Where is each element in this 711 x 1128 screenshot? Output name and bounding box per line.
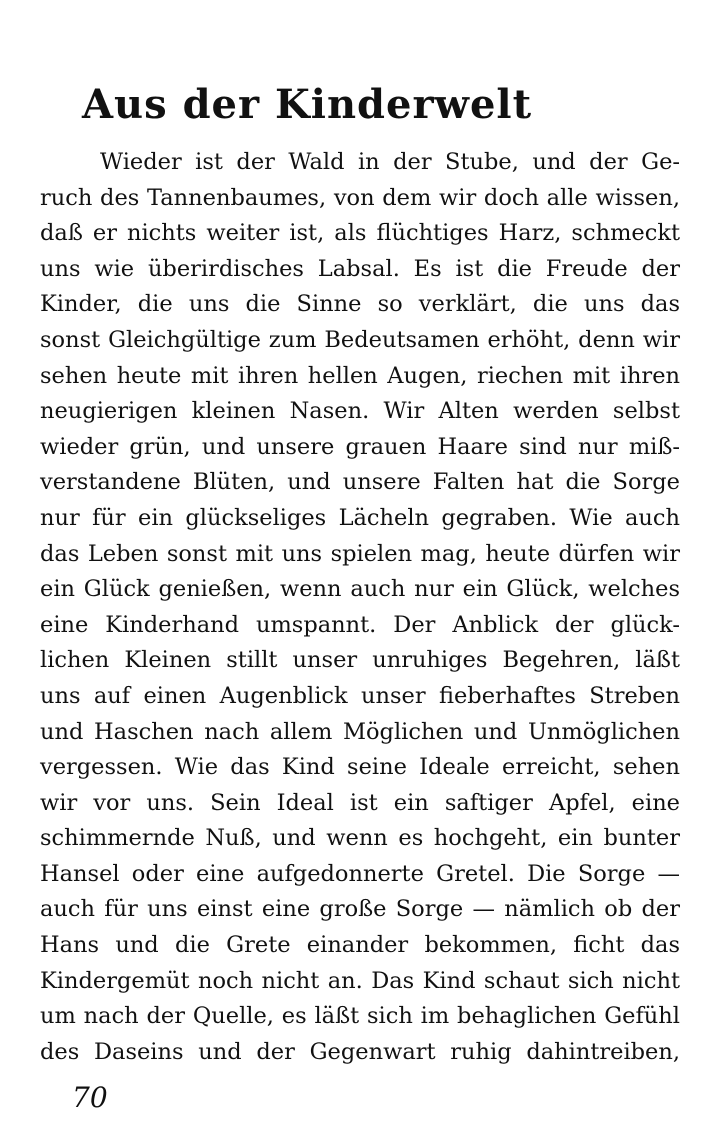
text-line: uns auf einen Augenblick unser fieberhaftes Streben xyxy=(40,682,680,709)
text-line: nur für ein glückseliges Lächeln gegraben. Wie auch xyxy=(40,504,680,531)
text-line: Kindergemüt noch nicht an. Das Kind schaut sich nicht xyxy=(40,967,680,994)
text-line: ruch des Tannenbaumes, von dem wir doch alle wissen, xyxy=(40,184,680,211)
text-line: das Leben sonst mit uns spielen mag, heute dürfen wir xyxy=(40,540,680,567)
text-line: uns wie überirdisches Labsal. Es ist die Freude der xyxy=(40,255,680,282)
text-line: Kinder, die uns die Sinne so verklärt, die uns das xyxy=(40,291,680,318)
text-line: verstandene Blüten, und unsere Falten hat die Sorge xyxy=(40,469,680,496)
text-line: vergessen. Wie das Kind seine Ideale erreicht, sehen xyxy=(40,754,680,781)
text-line: eine Kinderhand umspannt. Der Anblick der glück- xyxy=(40,611,680,638)
text-line: neugierigen kleinen Nasen. Wir Alten werden selbst xyxy=(40,398,680,425)
text-line: und Haschen nach allem Möglichen und Unmöglichen xyxy=(40,718,680,745)
text-line: Hans und die Grete einander bekommen, ficht das xyxy=(40,932,680,959)
page-number: 70 xyxy=(72,1081,108,1114)
text-line: des Daseins und der Gegenwart ruhig dahintreiben, xyxy=(40,1038,680,1065)
text-line: um nach der Quelle, es läßt sich im behaglichen Gefühl xyxy=(40,1003,680,1030)
text-line: sonst Gleichgültige zum Bedeutsamen erhöht, denn wir xyxy=(40,326,680,353)
text-line: sehen heute mit ihren hellen Augen, riechen mit ihren xyxy=(40,362,680,389)
text-line: Wieder ist der Wald in der Stube, und der Ge- xyxy=(100,149,680,175)
text-line: wir vor uns. Sein Ideal ist ein saftiger Apfel, eine xyxy=(40,789,680,816)
text-line: wieder grün, und unsere grauen Haare sind nur miß- xyxy=(40,433,680,460)
text-line: Hansel oder eine aufgedonnerte Gretel. Die Sorge — xyxy=(40,860,680,887)
text-line: lichen Kleinen stillt unser unruhiges Begehren, läßt xyxy=(40,647,680,674)
body-text xyxy=(40,145,680,1070)
text-line: daß er nichts weiter ist, als flüchtiges Harz, schmeckt xyxy=(40,220,680,247)
text-line: ein Glück genießen, wenn auch nur ein Glück, welches xyxy=(40,576,680,603)
text-line: auch für uns einst eine große Sorge — nämlich ob der xyxy=(40,896,680,923)
chapter-title: Aus der Kinderwelt xyxy=(82,81,533,128)
text-line: schimmernde Nuß, und wenn es hochgeht, ein bunter xyxy=(40,825,680,852)
